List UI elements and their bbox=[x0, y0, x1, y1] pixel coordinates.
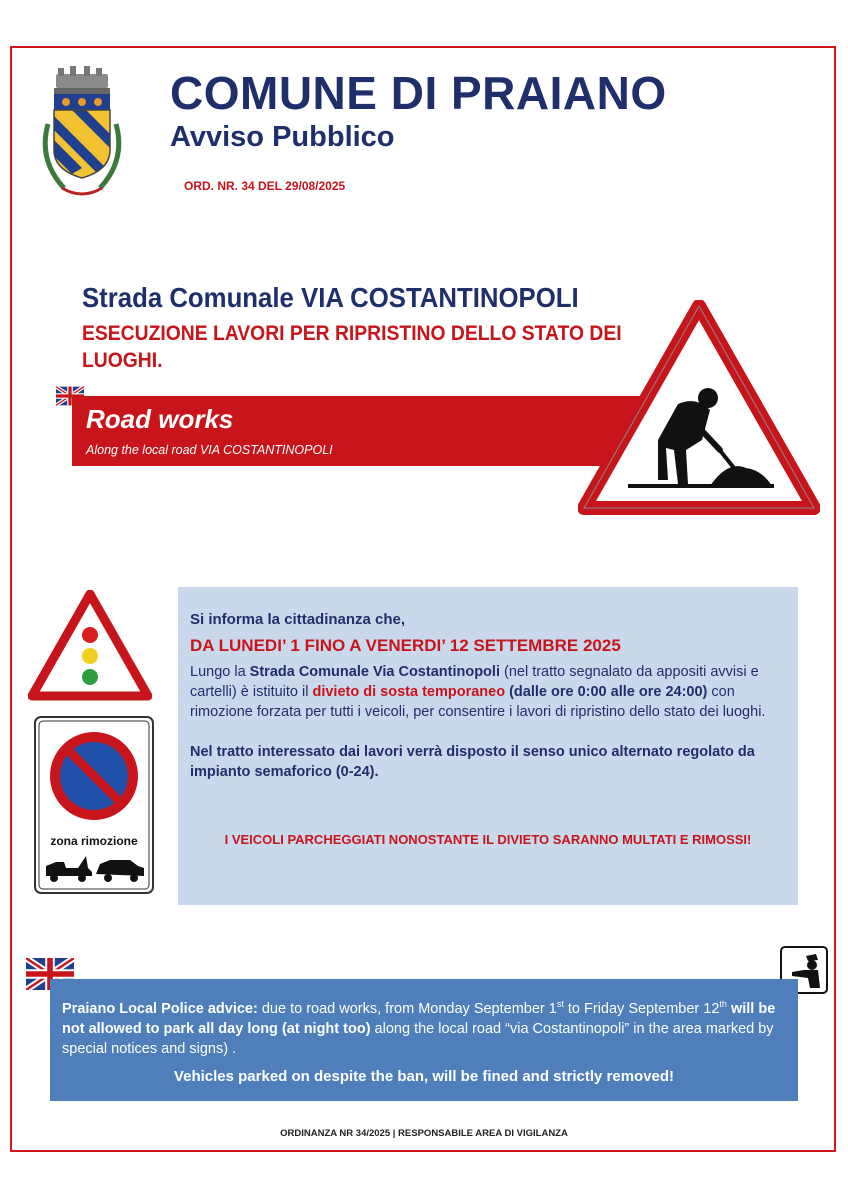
info-text: Lungo la bbox=[190, 664, 250, 680]
info-road-name: Strada Comunale Via Costantinopoli bbox=[249, 664, 500, 680]
english-advice-text bbox=[62, 999, 786, 1059]
info-text: con rimozione forzata per tutti i veicoli, per consentire i lavori di ripristino dello stato dei luoghi. bbox=[190, 684, 766, 720]
info-text: (nel tratto segnalato da appositi avvisi e cartelli) è istituito il bbox=[190, 664, 759, 700]
info-parking-ban: divieto di sosta temporaneo bbox=[312, 684, 506, 700]
road-works-subtitle: Along the local road VIA COSTANTINOPOLI bbox=[86, 443, 333, 457]
english-superscript: st bbox=[556, 999, 564, 1010]
coat-of-arms-icon bbox=[34, 64, 130, 206]
road-works-sign-icon bbox=[578, 300, 820, 516]
english-superscript: th bbox=[719, 999, 727, 1010]
zona-rimozione-label: zona rimozione bbox=[50, 834, 138, 848]
ordinance-reference: ORD. NR. 34 DEL 29/08/2025 bbox=[184, 179, 346, 193]
english-text: to Friday September 12 bbox=[563, 1001, 720, 1017]
page-subtitle: Avviso Pubblico bbox=[170, 121, 395, 153]
english-warning: Vehicles parked on despite the ban, will be fined and strictly removed! bbox=[173, 1068, 675, 1085]
english-text: along the local road “via Costantinopoli” in the area marked by special notices and signs) . bbox=[62, 1021, 774, 1057]
info-warning: I VEICOLI PARCHEGGIATI NONOSTANTE IL DIVIETO SARANNO MULTATI E RIMOSSI! bbox=[224, 832, 752, 847]
english-advice-box bbox=[50, 979, 798, 1101]
no-parking-sign-icon bbox=[34, 716, 154, 894]
english-lead: Praiano Local Police advice: bbox=[62, 1001, 258, 1017]
english-text: due to road works, from Monday September 1 bbox=[257, 1001, 557, 1017]
footer-text: ORDINANZA NR 34/2025 | RESPONSABILE AREA DI VIGILANZA bbox=[280, 1128, 568, 1139]
works-title: ESECUZIONE LAVORI PER RIPRISTINO DELLO STATO DEI LUOGHI. bbox=[82, 322, 622, 372]
info-hours: (dalle ore 0:00 alle ore 24:00) bbox=[505, 684, 708, 700]
road-title: Strada Comunale VIA COSTANTINOPOLI bbox=[82, 282, 579, 313]
info-box bbox=[178, 587, 798, 905]
info-paragraph-2: Nel tratto interessato dai lavori verrà disposto il senso unico alternato regolato da impianto semaforico (0-24). bbox=[190, 744, 755, 780]
info-dates: DA LUNEDI’ 1 FINO A VENERDI’ 12 SETTEMBRE 2025 bbox=[190, 636, 621, 655]
road-works-title: Road works bbox=[86, 404, 234, 434]
english-parking-ban: will be not allowed to park all day long (at night too) bbox=[62, 1001, 776, 1037]
info-paragraph-1 bbox=[190, 662, 786, 722]
info-intro: Si informa la cittadinanza che, bbox=[190, 611, 406, 628]
traffic-lights-sign-icon bbox=[28, 590, 152, 702]
page-title: COMUNE DI PRAIANO bbox=[170, 67, 667, 119]
